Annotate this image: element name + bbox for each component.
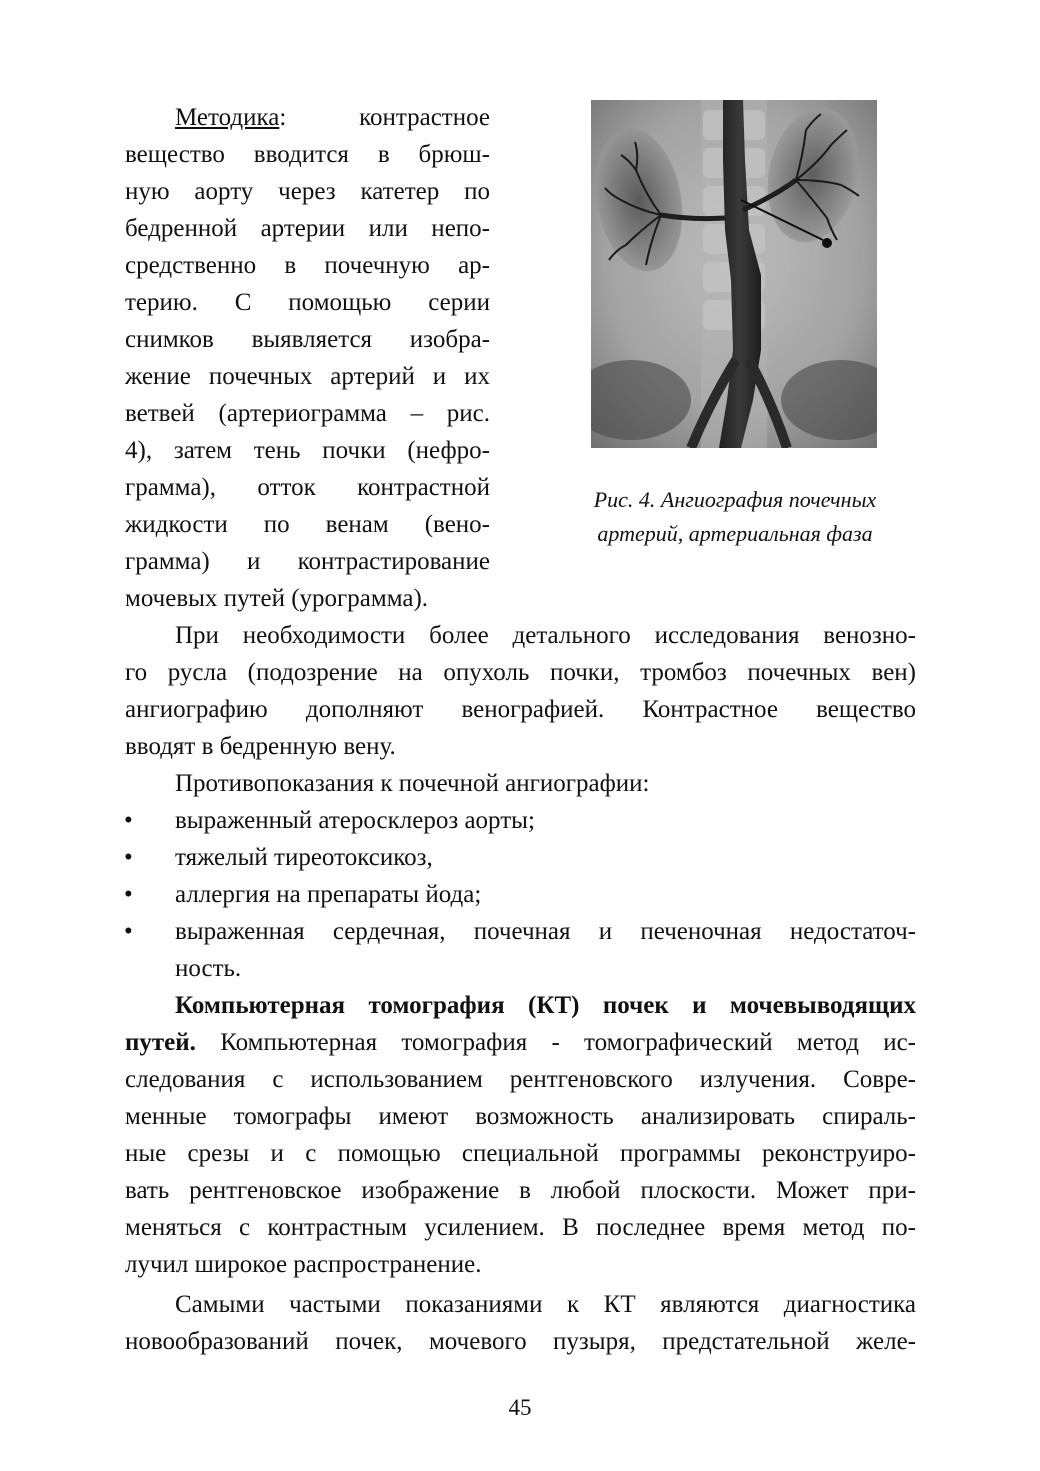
ct-line: ные срезы и с помощью специальной программы реконструиро- — [125, 1140, 916, 1167]
ct-line: вать рентгеновское изображение в любой плоскости. Может при- — [125, 1177, 916, 1204]
method-line: 4), затем тень почки (нефро- — [125, 437, 490, 464]
method-line: снимков выявляется изобра- — [125, 326, 490, 353]
ct-heading-end: путей. — [125, 1029, 196, 1056]
bullet-dot: • — [124, 918, 133, 945]
method-line: ветвей (артериограмма – рис. — [125, 400, 490, 427]
bullet-dot: • — [124, 881, 133, 908]
method-line: бедренной артерии или непо- — [125, 215, 490, 242]
contra-item-cont: ность. — [175, 955, 242, 982]
angiography-xray-image — [591, 100, 877, 448]
method-line: терию. С помощью серии — [125, 289, 490, 316]
contra-heading: Противопоказания к почечной ангиографии: — [175, 770, 650, 797]
contra-item: выраженный атеросклероз аорты; — [175, 807, 535, 834]
angiography-image — [591, 100, 877, 448]
para2-line: При необходимости более детального исследования венозно- — [175, 622, 916, 649]
para2-line: ангиографию дополняют венографией. Контрастное вещество — [125, 696, 916, 723]
ct-line: следования с использованием рентгеновского излучения. Совре- — [125, 1066, 916, 1093]
method-line-1: Методика: контрастное — [175, 104, 490, 131]
figure-caption-line: Рис. 4. Ангиография почечных — [593, 487, 877, 512]
method-line: грамма) и контрастирование — [125, 548, 490, 575]
ct-line-last: лучил широкое распространение. — [125, 1251, 482, 1278]
contra-item: выраженная сердечная, почечная и печеночная недостаточ- — [175, 918, 916, 945]
bullet-dot: • — [124, 844, 133, 871]
method-line: ную аорту через катетер по — [125, 178, 490, 205]
method-label: Методика — [175, 104, 280, 131]
figure-caption-line: артерий, артериальная фаза — [597, 521, 873, 546]
contra-item: аллергия на препараты йода; — [175, 881, 482, 908]
method-line-last: мочевых путей (урограмма). — [125, 585, 429, 612]
ct-line: менные томографы имеют возможность анализировать спираль- — [125, 1103, 916, 1130]
page-number: 45 — [508, 1395, 532, 1420]
contra-item: тяжелый тиреотоксикоз, — [175, 844, 433, 871]
ct-heading: Компьютерная томография (КТ) почек и мочевыводящих — [175, 992, 916, 1019]
method-line: средственно в почечную ар- — [125, 252, 490, 279]
para2-line: го русла (подозрение на опухоль почки, тромбоз почечных вен) — [125, 659, 916, 686]
indications-line: Самыми частыми показаниями к КТ являются диагностика — [175, 1291, 916, 1318]
method-line: грамма), отток контрастной — [125, 474, 490, 501]
bullet-dot: • — [124, 807, 133, 834]
ct-line: меняться с контрастным усилением. В последнее время метод по- — [125, 1214, 916, 1241]
method-line: жение почечных артерий и их — [125, 363, 490, 390]
indications-line: новообразований почек, мочевого пузыря, предстательной желе- — [125, 1328, 916, 1355]
method-line: жидкости по венам (вено- — [125, 511, 490, 538]
ct-line-2: путей. Компьютерная томография - томографический метод ис- — [125, 1029, 916, 1056]
para2-line-last: вводят в бедренную вену. — [125, 733, 396, 760]
method-line: вещество вводится в брюш- — [125, 141, 490, 168]
